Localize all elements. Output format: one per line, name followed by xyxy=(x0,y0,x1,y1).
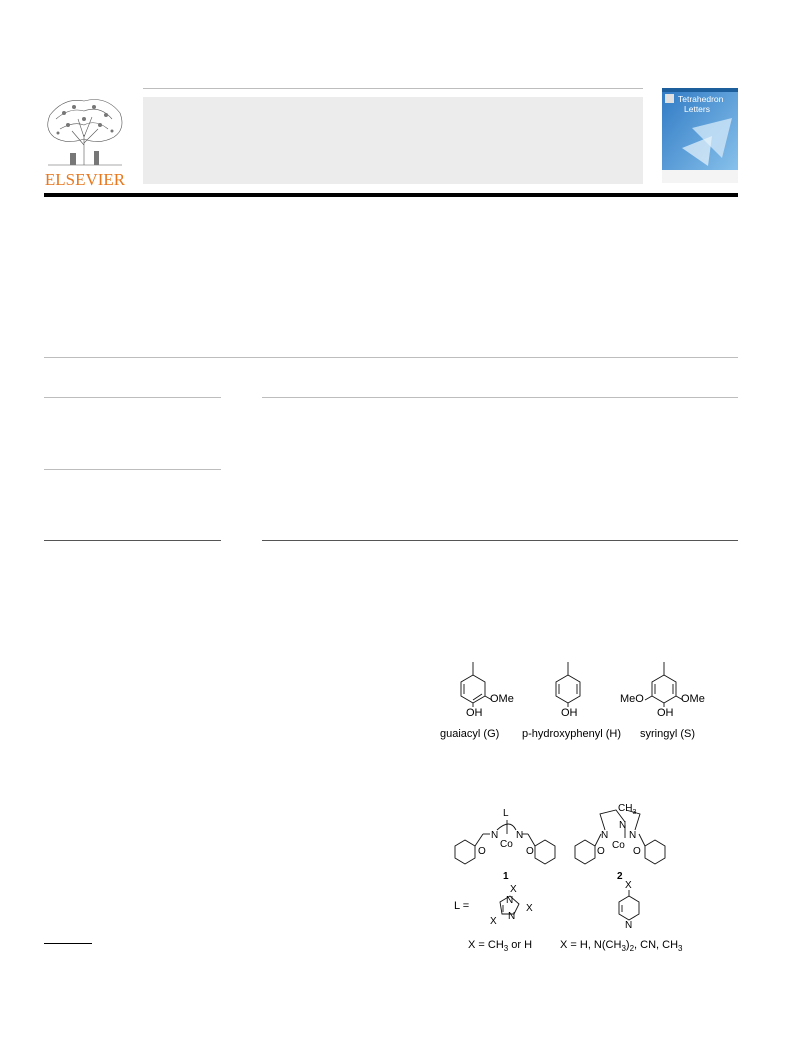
elsevier-tree-logo-icon xyxy=(44,95,126,187)
abstract-top-rule xyxy=(262,397,738,398)
catalyst2-n-top: N xyxy=(619,820,627,831)
compound-1-label: 1 xyxy=(503,871,509,882)
article-info-rule-2 xyxy=(44,469,221,470)
pyridine-x: X xyxy=(625,880,632,891)
imidazole-n-bottom: N xyxy=(508,911,516,922)
lignin-units-and-catalysts-figure xyxy=(440,650,740,960)
catalyst2-n-left: N xyxy=(601,830,609,841)
catalyst1-n-left: N xyxy=(491,830,499,841)
catalyst2-co: Co xyxy=(612,840,625,851)
x-definition-pyridine: X = H, $N(CH_3)_2$, CN, $CH_3$ xyxy=(560,939,683,953)
journal-cover-thumbnail xyxy=(662,88,738,183)
header-bottom-thick-rule xyxy=(44,193,738,197)
elsevier-logo-text: ELSEVIER xyxy=(44,170,126,187)
catalyst2-o-right: O xyxy=(633,846,641,857)
ligand-definition: L = xyxy=(454,900,470,912)
guaiacyl-ome-label: OMe xyxy=(490,693,514,705)
catalyst1-o-left: O xyxy=(478,846,486,857)
cover-title-line1: Tetrahedron xyxy=(678,94,724,104)
hydroxyphenyl-name: p-hydroxyphenyl (H) xyxy=(522,728,622,740)
imidazole-x-top: X xyxy=(510,884,517,895)
header-top-rule xyxy=(143,88,643,89)
guaiacyl-oh-label: OH xyxy=(466,707,483,719)
catalyst1-o-right: O xyxy=(526,846,534,857)
x-definition-imidazole: $X = CH_3$ or H xyxy=(468,939,533,953)
catalyst1-n-right: N xyxy=(516,830,524,841)
footnote-separator-rule xyxy=(44,943,92,944)
syringyl-ome-label: OMe xyxy=(681,693,705,705)
syringyl-meo-label: MeO xyxy=(620,693,644,705)
catalyst2-o-left: O xyxy=(597,846,605,857)
imidazole-n-top: N xyxy=(506,895,514,906)
catalyst2-n-right: N xyxy=(629,830,637,841)
hydroxyphenyl-oh-label: OH xyxy=(561,707,578,719)
catalyst1-ligand-L: L xyxy=(503,808,509,819)
syringyl-name: syringyl (S) xyxy=(640,728,696,740)
imidazole-x-left: X xyxy=(490,916,497,927)
catalyst2-methyl: $CH_3$ xyxy=(618,803,637,816)
journal-header-banner xyxy=(143,97,643,184)
imidazole-x-right: X xyxy=(526,903,533,914)
article-info-top-rule xyxy=(44,357,738,358)
article-info-rule-1 xyxy=(44,397,221,398)
compound-2-label: 2 xyxy=(617,871,623,882)
cover-title-line2: Letters xyxy=(684,104,710,114)
syringyl-oh-label: OH xyxy=(657,707,674,719)
abstract-bottom-rule xyxy=(262,540,738,541)
catalyst1-co: Co xyxy=(500,839,513,850)
guaiacyl-name: guaiacyl (G) xyxy=(440,728,500,740)
pyridine-n: N xyxy=(625,920,633,931)
article-info-bottom-rule xyxy=(44,540,221,541)
